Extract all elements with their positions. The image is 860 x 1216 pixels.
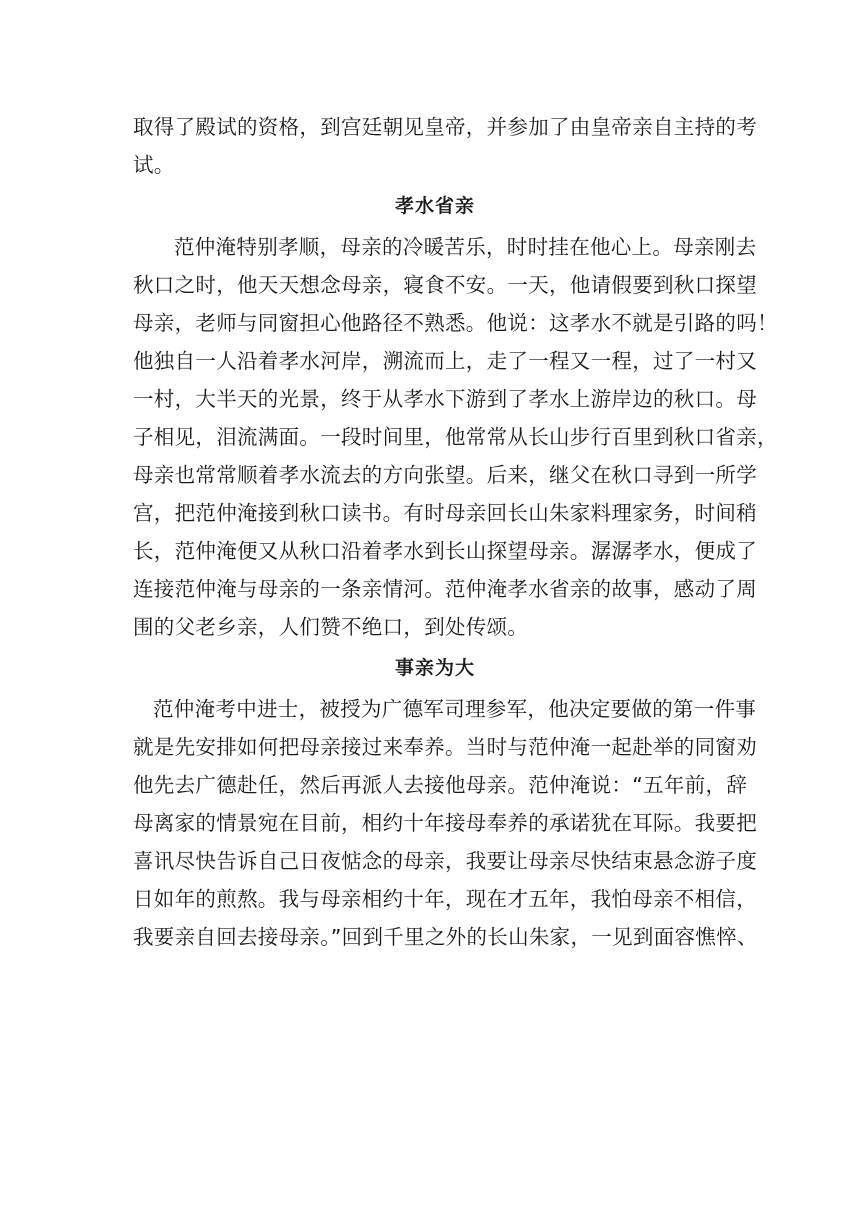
section-heading-xiaoshui: 孝水省亲 [394,195,475,217]
text-line: 日如年的煎熬。我与母亲相约十年，现在才五年，我怕母亲不相信， [133,887,757,911]
intro-paragraph [133,108,757,184]
text-line: 长，范仲淹便又从秋口沿着孝水到长山探望母亲。潺潺孝水，便成了 [133,539,757,563]
text-line: 他独自一人沿着孝水河岸，溯流而上，走了一程又一程，过了一村又 [133,349,757,373]
text-line: 我要亲自回去接母亲。”回到千里之外的长山朱家，一见到面容憔悴、 [133,925,758,949]
document-page [133,108,778,956]
section2-paragraph [133,690,758,956]
text-line: 喜讯尽快告诉自己日夜惦念的母亲，我要让母亲尽快结束悬念游子度 [133,849,757,873]
text-line: 子相见，泪流满面。一段时间里，他常常从长山步行百里到秋口省亲， [133,425,778,449]
text-line: 宫，把范仲淹接到秋口读书。有时母亲回长山朱家料理家务，时间稍 [133,501,757,525]
text-line: 秋口之时，他天天想念母亲，寝食不安。一天，他请假要到秋口探望 [133,273,757,297]
text-line: 围的父老乡亲，人们赞不绝口，到处传颂。 [133,615,529,639]
text-line: 连接范仲淹与母亲的一条亲情河。范仲淹孝水省亲的故事，感动了周 [133,577,757,601]
text-line: 就是先安排如何把母亲接过来奉养。当时与范仲淹一起赴举的同窗劝 [133,735,757,759]
section-heading-shiqin: 事亲为大 [394,657,475,679]
text-line: 母亲也常常顺着孝水流去的方向张望。后来，继父在秋口寻到一所学 [133,463,757,487]
text-line: 范仲淹考中进士，被授为广德军司理参军，他决定要做的第一件事 [153,697,757,721]
text-line: 母离家的情景宛在目前，相约十年接母奉养的承诺犹在耳际。我要把 [133,811,757,835]
text-line: 试。 [133,153,175,177]
text-line: 一村，大半天的光景，终于从孝水下游到了孝水上游岸边的秋口。母 [133,387,757,411]
text-line: 取得了殿试的资格，到宫廷朝见皇帝，并参加了由皇帝亲自主持的考 [133,115,757,139]
text-line: 范仲淹特别孝顺，母亲的冷暖苦乐，时时挂在他心上。母亲刚去 [174,235,757,259]
text-line: 母亲，老师与同窗担心他路径不熟悉。他说：这孝水不就是引路的吗！ [133,311,778,335]
section1-paragraph [133,228,778,646]
text-line: 他先去广德赴任，然后再派人去接他母亲。范仲淹说：“五年前，辞 [133,773,748,797]
